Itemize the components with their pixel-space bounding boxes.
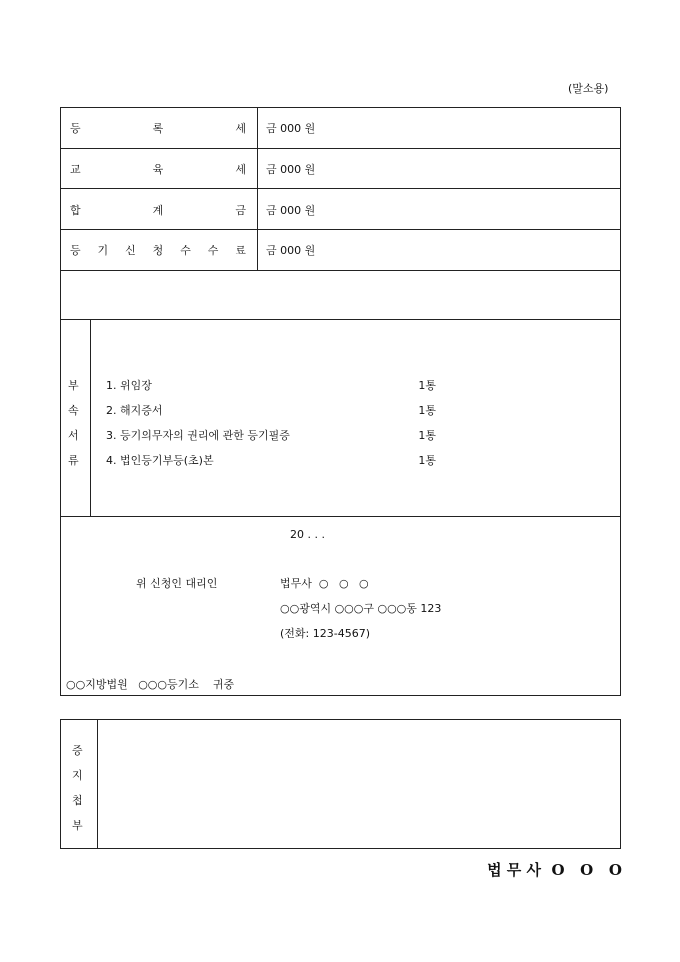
fee-label-char: 세 <box>235 163 246 176</box>
footer-signer: 법 무 사 O O O <box>487 861 622 879</box>
attachment-name: 4. 법인등기부등(초)본 <box>106 454 214 467</box>
attachment-item <box>106 448 436 473</box>
fee-label-char: 록 <box>152 122 164 135</box>
agent-phone: (전화: 123-4567) <box>280 627 370 640</box>
stamp-label-char: 지 <box>72 769 83 782</box>
agent-address: ○○광역시 ○○○구 ○○○동 123 <box>280 602 442 615</box>
agent-label: 위 신청인 대리인 <box>136 577 218 590</box>
attachment-item <box>106 398 436 423</box>
fee-label-char: 세 <box>235 122 246 135</box>
fee-value: 금 000 원 <box>266 122 316 135</box>
fee-label-char: 신 <box>125 244 136 257</box>
date: 20 . . . <box>290 528 325 541</box>
stamp-label-char: 첩 <box>72 794 83 807</box>
fee-label-char: 합 <box>70 204 81 217</box>
stamp-label-char: 부 <box>72 819 83 832</box>
attachment-item <box>106 423 436 448</box>
attachment-count: 1통 <box>418 454 436 467</box>
attachment-count: 1통 <box>418 404 436 417</box>
fee-value: 금 000 원 <box>266 204 316 217</box>
attachments-label-char: 서 <box>68 429 79 442</box>
attachment-name: 2. 해지증서 <box>106 404 163 417</box>
agent-name: 법무사 ○ ○ ○ <box>280 577 369 590</box>
attachments-label <box>68 373 79 473</box>
fee-label-char: 계 <box>152 204 164 217</box>
fee-label <box>70 202 246 218</box>
attachment-count: 1통 <box>418 379 436 392</box>
fee-label-char: 수 <box>207 244 219 257</box>
fee-label-char: 수 <box>180 244 191 257</box>
fee-value: 금 000 원 <box>266 163 316 176</box>
fee-label-char: 금 <box>235 204 246 217</box>
fee-label-char: 등 <box>70 122 81 135</box>
fee-label-char: 청 <box>152 244 164 257</box>
fee-label <box>70 242 246 258</box>
fee-value: 금 000 원 <box>266 244 316 257</box>
stamp-label-char: 증 <box>72 744 83 757</box>
fee-label-char: 기 <box>97 244 109 257</box>
stamp-label <box>72 738 83 838</box>
attachment-count: 1통 <box>418 429 436 442</box>
stamp-table <box>60 719 621 849</box>
fee-label-char: 등 <box>70 244 81 257</box>
fee-label-char: 료 <box>235 244 246 257</box>
fee-label <box>70 161 246 177</box>
fee-label-char: 육 <box>152 163 164 176</box>
fee-label <box>70 120 246 136</box>
attachments-label-char: 부 <box>68 379 79 392</box>
addressee: ○○지방법원 ○○○등기소 귀중 <box>66 678 235 691</box>
attachments-list <box>106 373 436 473</box>
fee-label-char: 교 <box>70 163 81 176</box>
attachment-name: 3. 등기의무자의 권리에 관한 등기필증 <box>106 429 290 442</box>
attachment-name: 1. 위임장 <box>106 379 152 392</box>
attachments-label-char: 류 <box>68 454 79 467</box>
attachments-label-char: 속 <box>68 404 79 417</box>
attachment-item <box>106 373 436 398</box>
usage-note: (말소용) <box>568 82 609 95</box>
